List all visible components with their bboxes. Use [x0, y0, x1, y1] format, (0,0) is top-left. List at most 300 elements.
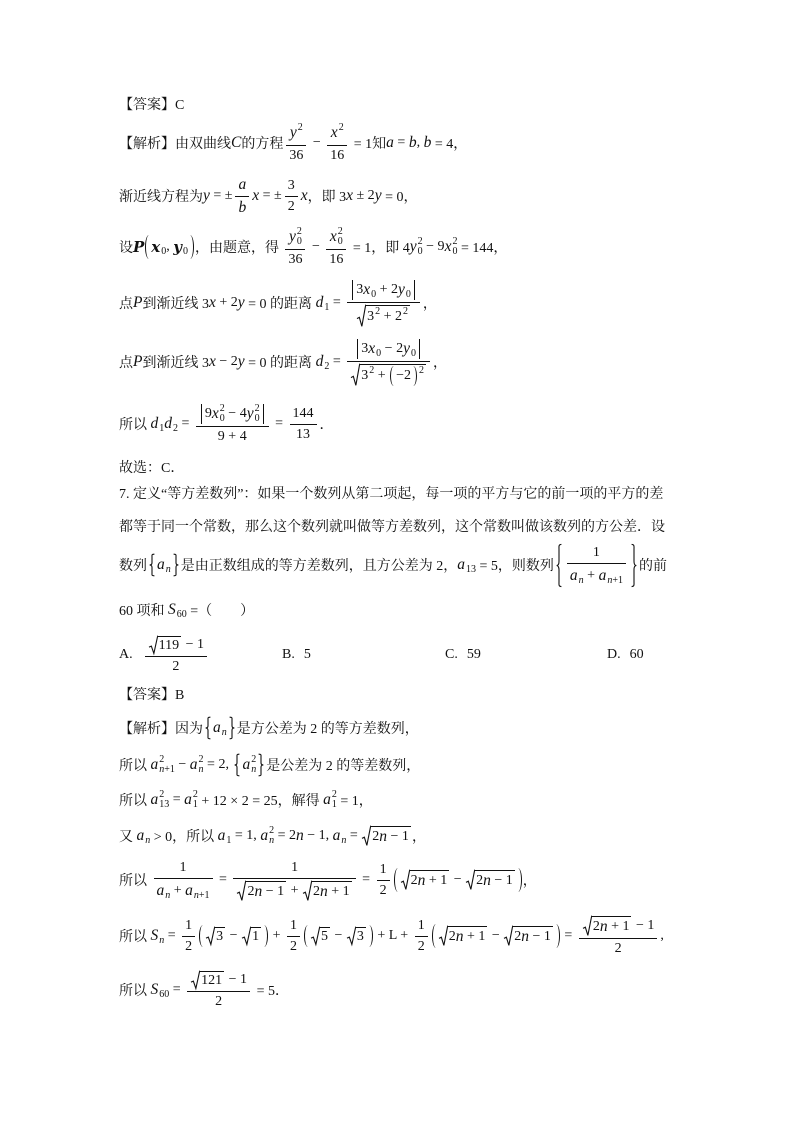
fraction-denominator	[326, 249, 346, 268]
right-brace-shape	[631, 544, 637, 587]
fraction-numerator	[415, 918, 428, 936]
right-paren	[555, 924, 560, 948]
text-run: ，	[433, 356, 448, 371]
radicand	[246, 881, 286, 901]
text-run: 所以	[119, 418, 151, 433]
right-paren	[189, 235, 194, 259]
math-variable: x	[252, 187, 260, 204]
text-run: 7. 定义“等方差数列”：如果一个数列从第二项起，每一项的平方与它的前一项的平方的差	[119, 487, 664, 502]
right-paren	[368, 925, 373, 947]
fraction	[285, 178, 298, 215]
math-variable: a	[242, 756, 251, 773]
radicand	[366, 305, 410, 327]
script-stack	[607, 566, 623, 586]
parenthesized-group	[145, 235, 194, 259]
fraction-numerator	[579, 916, 658, 938]
math-variable: C	[231, 134, 242, 151]
math-variable: n	[159, 935, 165, 946]
radical-sign-shape	[466, 870, 475, 890]
text-run: 2	[337, 225, 343, 237]
fraction-numerator	[290, 406, 317, 424]
math-variable: x	[346, 187, 353, 204]
math-variable: a	[156, 881, 165, 899]
math-term	[151, 790, 170, 810]
text-run: 是方公差为 2 的等方差数列，	[236, 722, 419, 737]
text-run: −	[450, 872, 466, 887]
math-variable: a	[150, 756, 159, 773]
fraction-numerator	[145, 636, 207, 656]
text-run: 1	[289, 917, 297, 933]
script-stack	[166, 555, 171, 575]
fraction-numerator	[286, 227, 305, 249]
text-run: − 4	[224, 405, 247, 421]
math-term	[316, 352, 330, 372]
text-run: 59	[466, 647, 481, 662]
text-run: =	[393, 135, 409, 150]
fraction-denominator	[187, 991, 250, 1010]
left-brace-shape	[205, 717, 211, 739]
text-run: −	[226, 928, 242, 943]
text-run: =	[271, 416, 287, 431]
absolute-value	[201, 404, 264, 424]
text-run: ,	[166, 239, 174, 254]
text-run: − 2	[215, 354, 238, 369]
fraction	[377, 862, 390, 899]
text-run: 144	[292, 405, 314, 421]
text-run: 0	[376, 347, 382, 359]
math-term	[173, 237, 188, 257]
text-run: 1	[159, 423, 165, 434]
math-variable: x	[329, 227, 337, 245]
math-term	[599, 566, 623, 586]
math-term	[218, 826, 232, 846]
question-7-stem-line-3	[119, 543, 667, 587]
left-brace-shape	[234, 754, 240, 776]
text-run: 3	[356, 929, 364, 944]
right-paren	[517, 868, 522, 892]
text-run: 60	[629, 647, 644, 662]
text-run: 点	[119, 356, 133, 371]
math-variable: n	[599, 917, 608, 935]
text-run: 0	[296, 235, 302, 247]
math-term	[184, 790, 198, 810]
math-variable: n	[455, 928, 464, 945]
script-stack	[339, 123, 344, 143]
fraction-numerator	[287, 918, 300, 936]
script-stack	[403, 307, 408, 327]
math-variable: a	[238, 175, 247, 193]
math-variable: a	[184, 791, 192, 808]
right-brace-shape	[173, 554, 179, 576]
subscript	[339, 133, 344, 143]
text-run: 所以	[119, 759, 151, 774]
absolute-value	[357, 339, 420, 359]
math-term	[213, 718, 227, 738]
radical-sign-shape	[149, 636, 158, 654]
superscript	[194, 881, 210, 891]
text-run: 3	[216, 929, 224, 944]
text-run: 2	[159, 754, 165, 765]
text-run: 所以	[119, 794, 151, 809]
math-term	[323, 790, 337, 810]
math-variable: n	[198, 764, 204, 775]
fraction-denominator	[154, 878, 213, 901]
text-run: 2	[338, 121, 344, 133]
math-term	[389, 366, 424, 386]
superscript	[297, 227, 302, 237]
fraction-denominator	[182, 936, 195, 955]
script-stack	[251, 755, 256, 775]
math-variable: a	[185, 881, 193, 899]
text-run: + 2	[215, 295, 238, 310]
fraction	[285, 227, 305, 268]
radicand	[410, 870, 450, 890]
brace-group	[205, 717, 235, 739]
distance-d1-line	[119, 281, 437, 325]
math-variable: n	[221, 727, 227, 738]
option-label: D.	[607, 647, 621, 662]
radicand	[158, 636, 181, 654]
square-root	[439, 926, 488, 946]
square-root	[237, 881, 286, 901]
math-variable: y	[398, 280, 405, 298]
text-run: −	[174, 757, 190, 772]
text-run: + 1	[425, 873, 448, 888]
text-run: 3	[356, 281, 364, 297]
fraction-denominator	[347, 361, 430, 386]
math-variable: a	[332, 827, 341, 844]
math-variable: n	[251, 764, 257, 775]
radicand	[312, 881, 352, 901]
math-term	[570, 566, 584, 586]
math-variable: n	[341, 835, 347, 846]
radical-sign-shape	[351, 364, 360, 386]
math-variable: d	[150, 415, 159, 432]
subscript	[194, 891, 210, 901]
text-run: 所以	[119, 874, 151, 889]
paren-content	[204, 925, 263, 947]
radicand	[356, 927, 366, 945]
fraction-denominator	[290, 424, 317, 443]
text-run: 0	[219, 412, 225, 424]
text-run: +	[374, 367, 390, 383]
fraction-denominator	[377, 880, 390, 899]
text-run: 1	[192, 799, 198, 810]
subscript	[406, 290, 411, 300]
math-variable: S	[150, 927, 159, 944]
absolute-value	[352, 280, 415, 300]
math-variable: x	[444, 238, 452, 255]
brace-content	[562, 544, 631, 587]
text-run: +1	[612, 574, 623, 586]
fraction	[347, 280, 420, 327]
fraction	[567, 545, 626, 586]
math-term	[289, 227, 302, 247]
superscript	[419, 366, 424, 376]
text-run: 2	[403, 305, 409, 317]
text-run: − 1	[632, 917, 655, 933]
subscript	[159, 990, 169, 1000]
radical-sign	[439, 926, 448, 946]
product-line	[119, 402, 334, 446]
square-root	[401, 870, 450, 890]
text-run: 1	[417, 917, 425, 933]
text-run: 2	[448, 929, 456, 944]
math-variable: y	[289, 123, 297, 141]
option-label: B.	[282, 647, 295, 662]
math-term	[164, 414, 178, 434]
text-run: 【解析】由双曲线	[119, 137, 231, 152]
text-run: 0	[371, 288, 377, 300]
fraction-numerator	[235, 176, 249, 196]
radicand	[475, 870, 515, 890]
text-run: 2	[592, 918, 600, 934]
square-root	[362, 826, 411, 846]
brace-content	[155, 554, 173, 576]
superscript	[298, 123, 303, 133]
left-brace	[205, 717, 211, 739]
script-stack	[411, 339, 416, 359]
text-run: 1	[324, 302, 330, 313]
text-run: = 144，	[457, 241, 508, 256]
text-run: − 1	[490, 873, 513, 888]
math-variable: n	[417, 872, 426, 889]
math-variable: y	[246, 404, 254, 422]
math-term	[368, 339, 381, 359]
analysis-step-4	[119, 858, 537, 902]
math-variable: n	[483, 872, 491, 889]
right-brace	[631, 544, 637, 587]
text-run: ，由题意，得	[194, 241, 283, 256]
question-7-stem-line-4	[119, 588, 254, 632]
math-term	[395, 307, 408, 327]
option-content	[142, 636, 210, 675]
left-brace	[234, 754, 240, 776]
text-run: ± 2	[353, 188, 375, 203]
subscript	[177, 610, 187, 620]
math-variable: n	[165, 889, 171, 901]
math-variable-bold: x	[151, 238, 161, 256]
text-run: 2	[417, 938, 425, 954]
fraction-numerator	[347, 280, 420, 302]
text-run: 1	[379, 861, 387, 877]
text-run: − 1	[225, 971, 248, 987]
option-content	[304, 647, 311, 663]
math-variable: P	[133, 353, 143, 370]
option-c	[445, 633, 481, 677]
square-root	[466, 870, 515, 890]
text-run: 2	[372, 829, 380, 844]
math-variable: S	[150, 981, 159, 998]
text-run: 到渐近线 3	[142, 356, 209, 371]
text-run: 1	[592, 544, 600, 560]
fraction-numerator	[288, 860, 301, 878]
superscript	[339, 123, 344, 133]
math-term	[151, 237, 166, 257]
radical-sign	[583, 916, 592, 936]
text-run: = 2,	[203, 757, 233, 772]
text-run: −	[308, 239, 324, 254]
math-variable: y	[289, 227, 296, 245]
square-root	[351, 364, 426, 386]
script-stack	[159, 755, 175, 775]
paren-content	[399, 868, 517, 892]
superscript	[338, 227, 343, 237]
fraction-numerator	[187, 971, 250, 991]
point-p-line	[119, 225, 507, 269]
math-variable: x	[368, 339, 376, 357]
text-run: 所以	[119, 930, 151, 945]
math-variable: d	[164, 415, 172, 432]
option-d	[607, 633, 644, 677]
math-variable: d	[315, 294, 324, 311]
fraction-numerator	[182, 918, 195, 936]
right-paren	[412, 366, 417, 386]
text-run: 1	[226, 835, 232, 846]
math-term	[247, 404, 260, 424]
text-run: 0	[161, 246, 167, 257]
math-term	[330, 227, 343, 247]
text-run: + 1	[463, 929, 486, 944]
fraction	[327, 123, 347, 164]
text-run: = 5．	[253, 984, 289, 999]
text-run: ．	[319, 418, 334, 433]
square-root	[303, 881, 352, 901]
text-run: 16	[329, 251, 344, 267]
brace-group	[234, 754, 264, 776]
text-run: +1	[198, 889, 210, 901]
fraction	[233, 860, 355, 901]
math-term	[410, 237, 423, 257]
text-run: 【解析】因为	[119, 722, 203, 737]
radical-sign-shape	[191, 971, 200, 989]
fraction-denominator	[415, 936, 428, 955]
text-run: +	[380, 308, 396, 324]
fraction	[196, 404, 269, 445]
text-run: 2	[269, 825, 275, 836]
fraction-numerator	[196, 404, 269, 426]
text-run: ，	[522, 874, 537, 889]
text-run: =	[178, 416, 193, 431]
text-run: 2	[452, 236, 458, 247]
text-run: = 0 的距离	[244, 297, 316, 312]
text-run: + 12 × 2 = 25，解得	[197, 794, 324, 809]
text-run: 2	[410, 873, 418, 888]
fraction	[290, 406, 317, 443]
text-run: 到渐近线 3	[142, 297, 209, 312]
math-variable: y	[409, 238, 417, 255]
text-run: ,	[416, 135, 424, 150]
math-number: 3	[367, 308, 375, 324]
text-run: 2	[192, 789, 198, 800]
text-run: 1	[252, 929, 260, 944]
paren-content	[395, 366, 412, 386]
fraction-numerator	[177, 860, 190, 878]
math-term	[151, 755, 175, 775]
math-term	[151, 980, 170, 1000]
text-run: 都等于同一个常数，那么这个数列就叫做等方差数列，这个常数叫做该数列的方公差．设	[119, 520, 665, 535]
fraction-denominator	[567, 563, 626, 586]
fraction	[187, 971, 250, 1010]
square-root	[242, 927, 261, 945]
radicand	[200, 971, 224, 989]
text-run: = 1，即 4	[349, 241, 410, 256]
script-stack	[298, 123, 303, 143]
fraction-denominator	[285, 249, 305, 268]
math-variable: d	[315, 353, 324, 370]
text-run: +1	[164, 764, 175, 775]
math-variable: P	[133, 294, 143, 311]
right-paren	[263, 925, 268, 947]
text-run: 9 + 4	[217, 428, 247, 444]
text-run: 0	[337, 235, 343, 247]
radical-sign	[311, 927, 320, 945]
radical-sign	[362, 826, 371, 846]
radical-sign	[149, 636, 158, 654]
text-run: + 1	[327, 883, 350, 899]
math-variable: n	[578, 574, 584, 586]
math-variable: a	[136, 827, 145, 844]
text-run: = 2	[274, 828, 296, 843]
text-run: =	[346, 828, 362, 843]
text-run: 36	[289, 147, 304, 163]
text-run: 是公差为 2 的等差数列，	[266, 759, 421, 774]
text-run: 2	[313, 883, 321, 899]
paren-content	[150, 235, 189, 259]
right-brace-shape	[258, 754, 264, 776]
text-run: = 5，则数列	[476, 559, 554, 574]
text-run: 36	[288, 251, 303, 267]
text-run: = 0，	[381, 190, 418, 205]
text-run: = 0 的距离	[244, 356, 316, 371]
math-number: 3	[361, 367, 369, 383]
text-run: − 2	[381, 340, 404, 356]
text-run: 1	[331, 799, 337, 810]
math-variable: n	[254, 882, 263, 900]
text-run: 3	[287, 177, 295, 193]
text-run: > 0，所以	[150, 830, 218, 845]
math-term	[157, 881, 171, 901]
text-run: −	[330, 928, 346, 943]
brace-group	[556, 544, 637, 587]
math-variable: n	[193, 889, 199, 901]
radicand	[371, 826, 411, 846]
text-run: − 9	[422, 239, 445, 254]
math-variable: x	[211, 404, 219, 422]
text-run: 2	[297, 121, 303, 133]
text-run: + 2	[376, 281, 399, 297]
math-term	[363, 280, 376, 300]
brace-group	[149, 554, 179, 576]
math-variable: a	[457, 556, 465, 573]
square-root	[357, 305, 410, 327]
text-run: 1	[291, 859, 299, 875]
math-variable: y	[203, 187, 210, 204]
superscript	[607, 566, 623, 576]
left-brace-shape	[149, 554, 155, 576]
math-variable: n	[320, 882, 328, 900]
text-run: 设	[119, 241, 133, 256]
math-variable: a	[569, 566, 578, 584]
radical-sign	[206, 927, 215, 945]
text-run: 13	[296, 426, 310, 442]
text-run: =	[560, 928, 576, 943]
option-content	[630, 647, 644, 663]
text-run: = 1知	[350, 137, 387, 152]
subscript	[159, 765, 175, 775]
option-label: C.	[445, 647, 458, 662]
square-root	[347, 927, 366, 945]
